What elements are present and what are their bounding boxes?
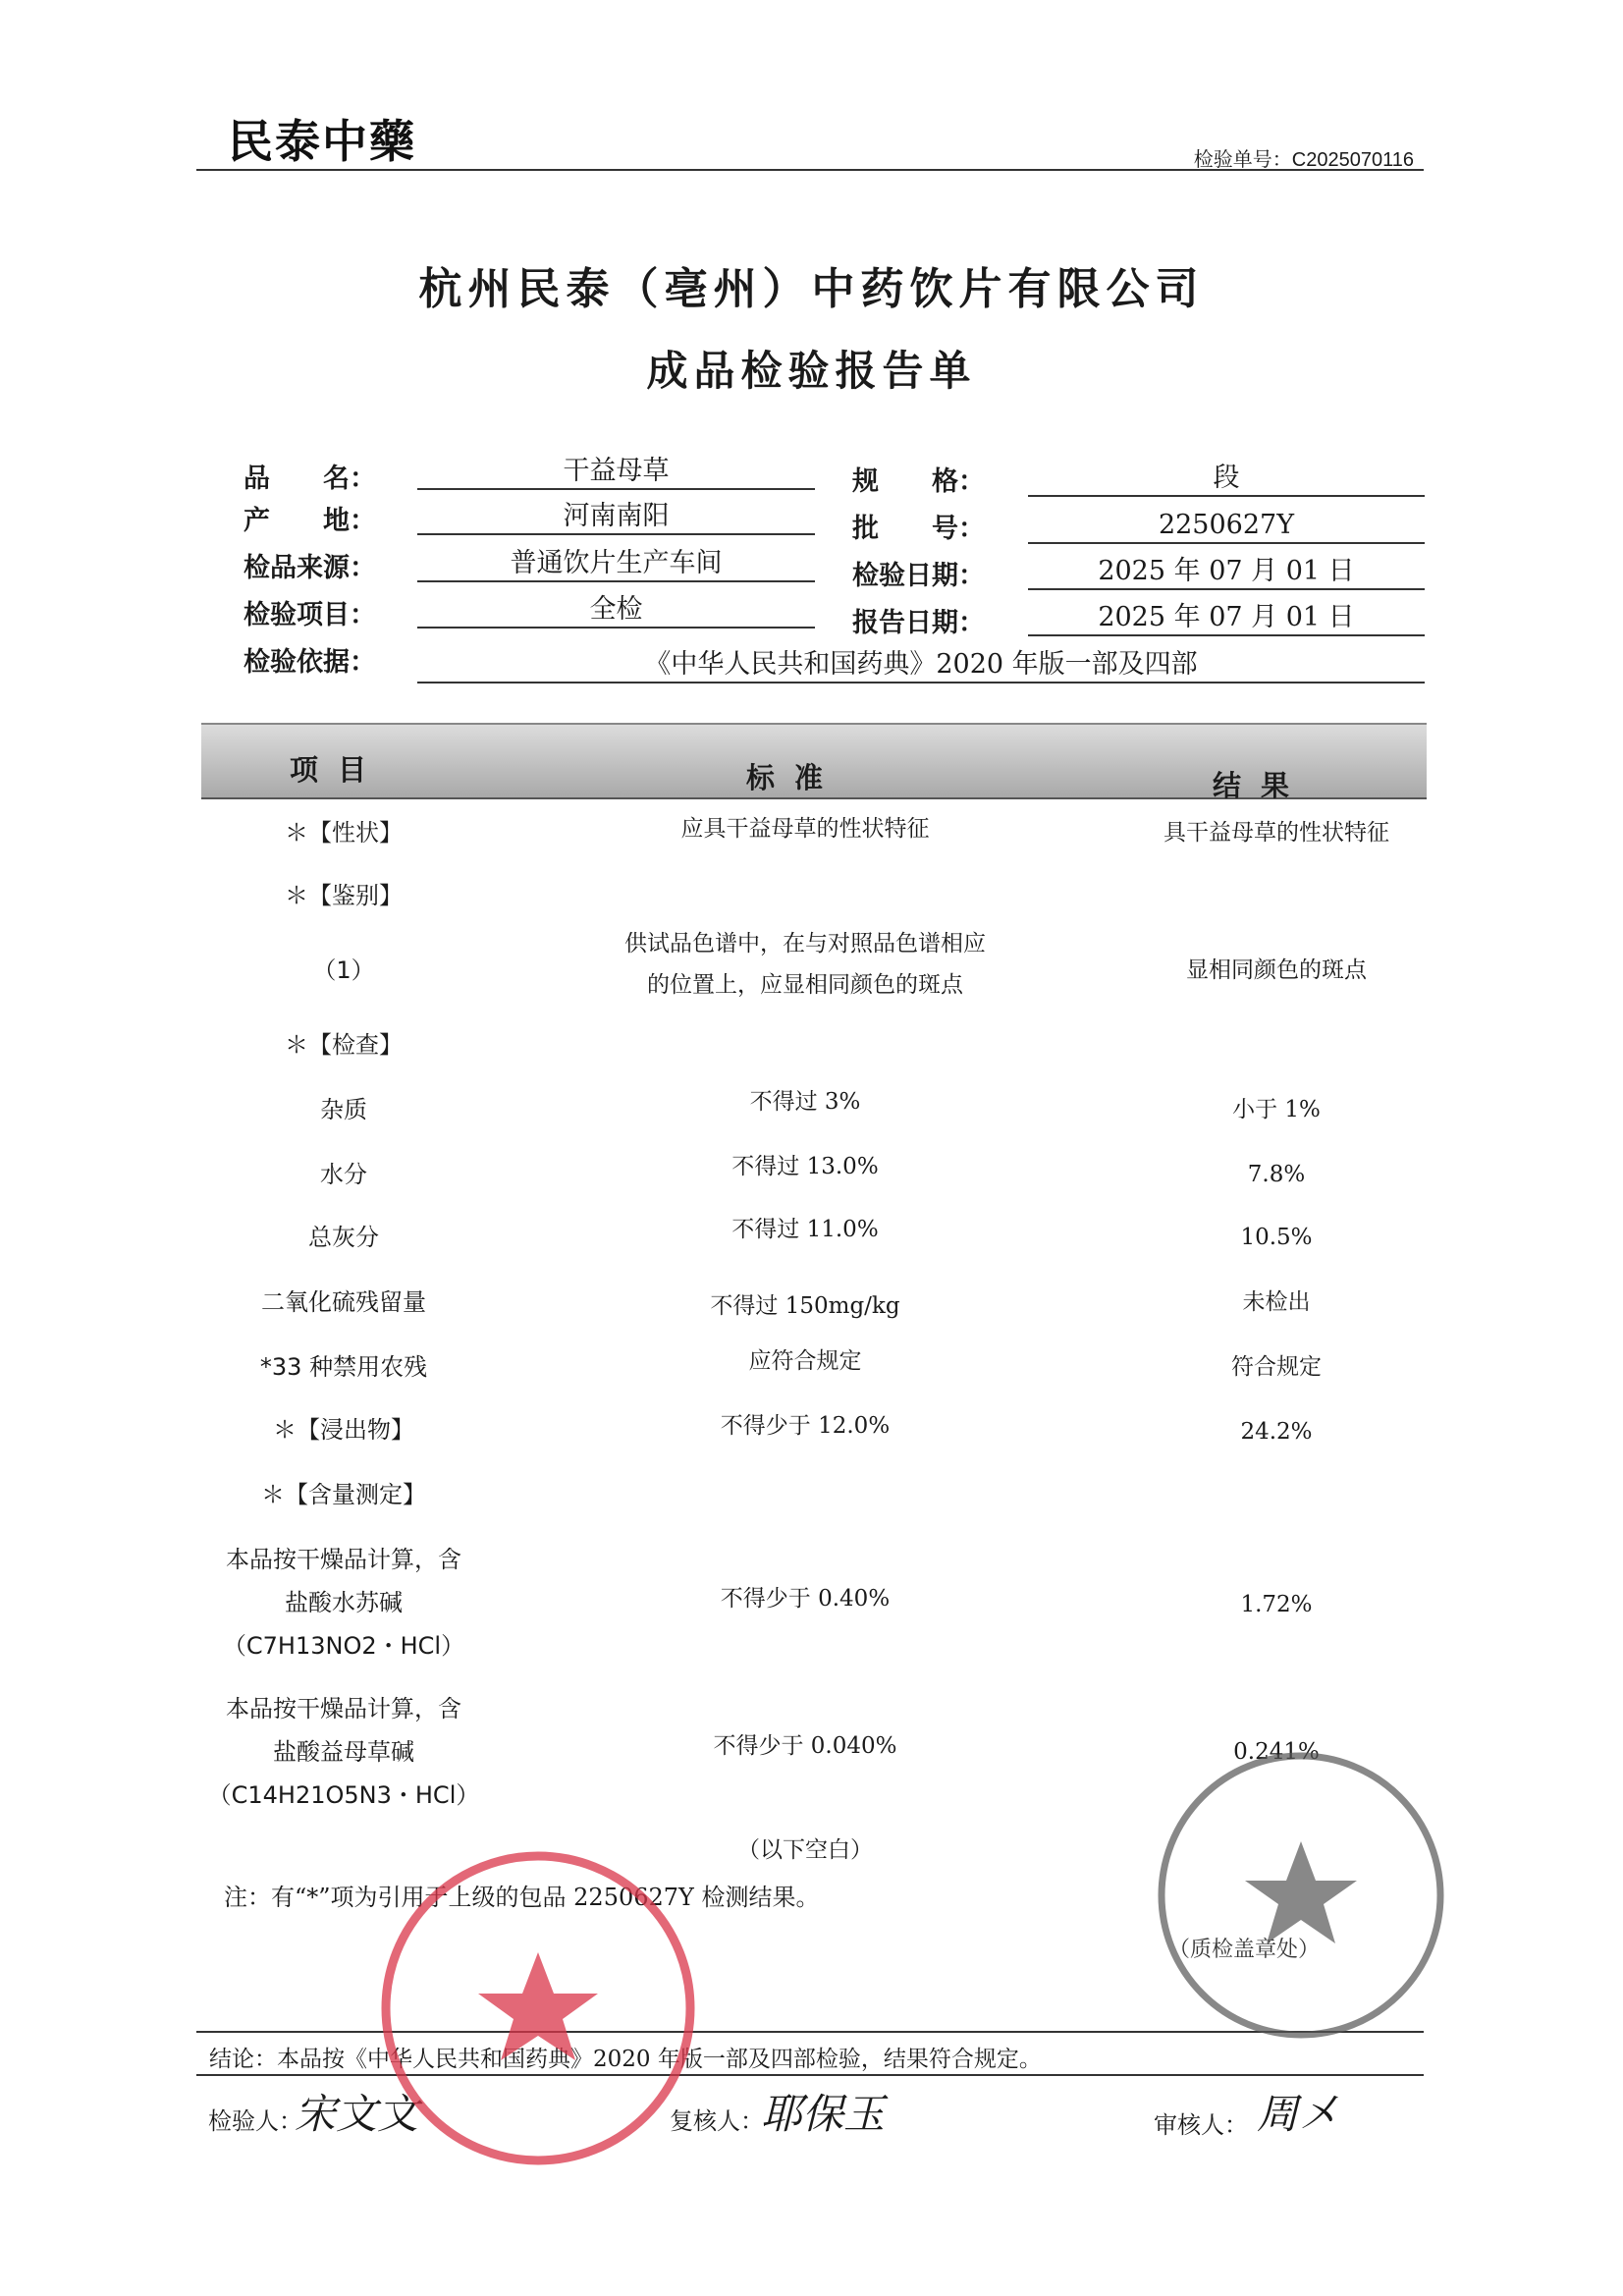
header-rule — [196, 136, 1424, 171]
report-date-value: 2025 年 07 月 01 日 — [1028, 601, 1425, 636]
red-quality-stamp — [376, 1846, 700, 2170]
basis-value: 《中华人民共和国药典》2020 年版一部及四部 — [417, 648, 1425, 683]
row-so2-item: 二氧化硫残留量 — [261, 1288, 426, 1316]
leonurine-line2: 盐酸益母草碱 — [273, 1738, 414, 1766]
row-stachydrine-standard: 不得少于 0.40% — [720, 1586, 891, 1612]
origin-label: 产 地： — [243, 506, 376, 536]
row-identify1-item: （1） — [312, 957, 375, 984]
row-appearance-standard: 应具干益母草的性状特征 — [680, 816, 930, 842]
row-pesticide-result: 符合规定 — [1231, 1354, 1322, 1380]
origin-value: 河南南阳 — [417, 500, 815, 535]
quality-stamp-note: （质检盖章处） — [1168, 1938, 1321, 1962]
row-pesticide-item: *33 种禁用农残 — [259, 1353, 428, 1381]
header-item: 项目 — [290, 753, 387, 787]
company-name: 杭州民泰（亳州）中药饮片有限公司 — [418, 264, 1205, 314]
row-leonurine-item — [167, 1687, 520, 1817]
row-identify1-standard — [550, 923, 1060, 1006]
row-extract-standard: 不得少于 12.0% — [720, 1413, 891, 1439]
stachydrine-line3: （C7H13NO2・HCl） — [222, 1632, 465, 1660]
stachydrine-line1: 本品按干燥品计算，含 — [226, 1546, 461, 1573]
identify-standard-line2: 的位置上，应显相同颜色的斑点 — [647, 972, 963, 998]
item-value: 全检 — [417, 593, 815, 629]
row-impurity-item: 杂质 — [320, 1096, 367, 1123]
row-moisture-standard: 不得过 13.0% — [731, 1154, 879, 1179]
row-ash-item: 总灰分 — [308, 1224, 379, 1251]
reviewer-label: 复核人： — [670, 2107, 764, 2135]
spec-value: 段 — [1028, 462, 1425, 497]
basis-label: 检验依据： — [243, 647, 376, 678]
row-ash-standard: 不得过 11.0% — [731, 1217, 879, 1242]
footnote: 注：有“*”项为引用于上级的包品 2250627Y 检测结果。 — [224, 1884, 820, 1911]
identify-standard-line1: 供试品色谱中，在与对照品色谱相应 — [624, 931, 986, 957]
row-moisture-result: 7.8% — [1247, 1162, 1306, 1187]
inspector-label: 检验人： — [208, 2107, 302, 2135]
row-leonurine-standard: 不得少于 0.040% — [713, 1733, 897, 1759]
reviewer-signature: 耶保玉 — [761, 2090, 886, 2138]
approver-label: 审核人： — [1154, 2111, 1248, 2139]
row-identify-item: ＊【鉴别】 — [285, 882, 403, 909]
row-impurity-result: 小于 1% — [1232, 1097, 1321, 1122]
leonurine-line1: 本品按干燥品计算，含 — [226, 1695, 461, 1722]
row-impurity-standard: 不得过 3% — [749, 1089, 861, 1115]
row-extract-result: 24.2% — [1240, 1419, 1313, 1445]
row-identify1-result: 显相同颜色的斑点 — [1186, 957, 1367, 983]
source-value: 普通饮片生产车间 — [417, 547, 815, 582]
report-number-label: 检验单号： — [1193, 149, 1292, 171]
row-pesticide-standard: 应符合规定 — [748, 1348, 862, 1374]
row-assay-item: ＊【含量测定】 — [261, 1481, 426, 1508]
header-result: 结果 — [1213, 769, 1310, 802]
batch-label: 批 号： — [852, 514, 985, 544]
conclusion: 结论：本品按《中华人民共和国药典》2020 年版一部及四部检验，结果符合规定。 — [209, 2047, 1042, 2072]
report-number-value: C2025070116 — [1291, 149, 1414, 171]
product-name-label: 品 名： — [243, 464, 376, 494]
header-standard: 标准 — [746, 761, 843, 794]
batch-value: 2250627Y — [1028, 509, 1425, 544]
report-date-label: 报告日期： — [852, 608, 985, 638]
row-stachydrine-item — [167, 1538, 520, 1667]
report-number — [1194, 143, 1414, 172]
product-name-value: 干益母草 — [417, 455, 815, 490]
item-label: 检验项目： — [243, 600, 376, 630]
row-so2-standard: 不得过 150mg/kg — [710, 1293, 900, 1319]
row-leonurine-result: 0.241% — [1233, 1739, 1320, 1765]
stachydrine-line2: 盐酸水苏碱 — [285, 1589, 403, 1616]
inspect-date-value: 2025 年 07 月 01 日 — [1028, 555, 1425, 590]
source-label: 检品来源： — [243, 553, 376, 583]
row-extract-item: ＊【浸出物】 — [273, 1416, 414, 1444]
row-appearance-item: ＊【性状】 — [285, 819, 403, 847]
grey-inspection-stamp — [1149, 1743, 1453, 2048]
approver-signature: 周㐅 — [1257, 2090, 1340, 2138]
leonurine-line3: （C14H21O5N3・HCl） — [207, 1781, 480, 1809]
row-stachydrine-result: 1.72% — [1240, 1592, 1313, 1617]
inspect-date-label: 检验日期： — [852, 561, 985, 591]
spec-label: 规 格： — [852, 466, 985, 497]
row-ash-result: 10.5% — [1240, 1225, 1313, 1250]
row-check-item: ＊【检查】 — [285, 1031, 403, 1059]
document-title: 成品检验报告单 — [646, 347, 977, 395]
blank-note: （以下空白） — [737, 1837, 873, 1863]
company-logo: 民泰中藥 — [228, 115, 416, 168]
row-moisture-item: 水分 — [320, 1161, 367, 1188]
inspector-signature: 宋文文 — [295, 2090, 419, 2138]
row-appearance-result: 具干益母草的性状特征 — [1163, 820, 1389, 846]
row-so2-result: 未检出 — [1242, 1289, 1311, 1315]
